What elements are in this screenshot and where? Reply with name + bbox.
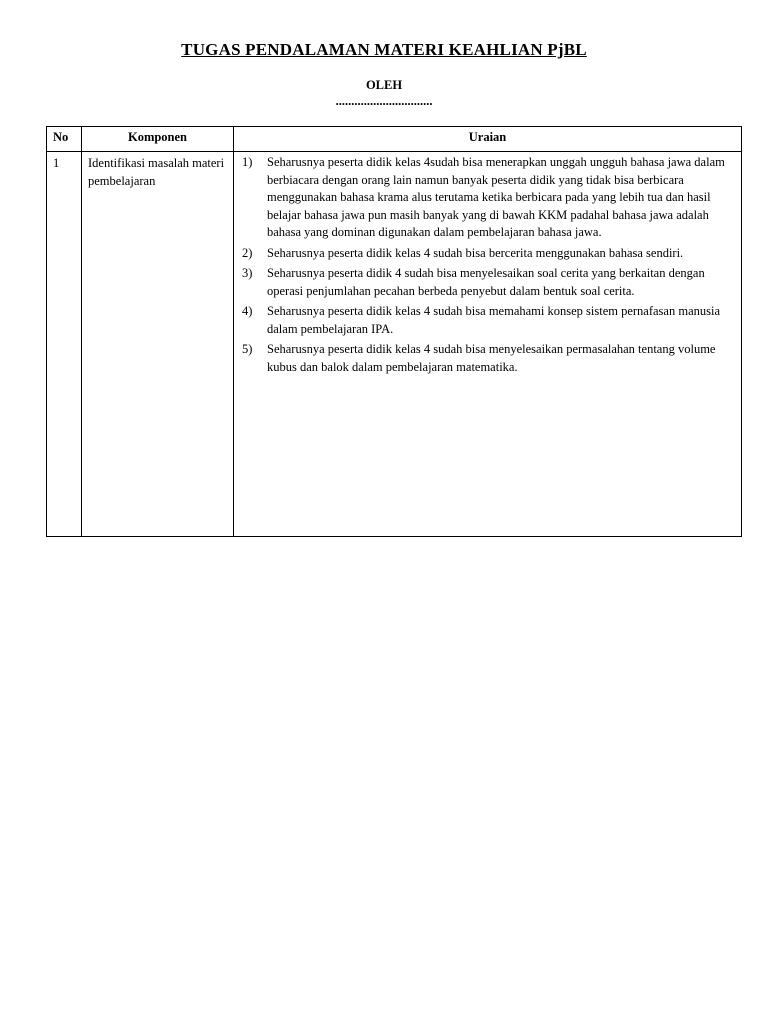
list-item: [242, 265, 739, 300]
list-item: [242, 154, 739, 242]
row-uraian: [234, 152, 742, 537]
list-item-text: Seharusnya peserta didik kelas 4 sudah bisa menyelesaikan permasalahan tentang volume kubus dan balok dalam pembelajaran matematika.: [267, 342, 716, 374]
table-header-row: [47, 127, 742, 152]
list-item-number: 3): [242, 266, 253, 280]
document-title: TUGAS PENDALAMAN MATERI KEAHLIAN PjBL: [181, 40, 587, 59]
list-item-number: 1): [242, 155, 253, 169]
list-item: [242, 245, 739, 263]
header-komponen: Komponen: [82, 127, 234, 152]
list-item-number: 2): [242, 245, 253, 260]
list-item-number: 4): [242, 304, 253, 318]
by-label: OLEH: [365, 78, 403, 92]
list-item-text: Seharusnya peserta didik kelas 4 sudah bisa bercerita menggunakan bahasa sendiri.: [267, 245, 684, 260]
row-komponen: Identifikasi masalah materi pembelajaran: [82, 152, 234, 537]
issue-list: [242, 154, 739, 376]
list-item-text: Seharusnya peserta didik kelas 4sudah bisa menerapkan unggah ungguh bahasa jawa dalam berbiacara dengan orang lain namun banyak peserta didik yang tidak bisa berbicara menggunakan bahasa krama alus terutama ketika berbicara pada yang lebih tua dan hasil belajar bahasa jawa pun masih banyak yang di bawah KKM padahal bahasa jawa adalah bahasa yang dominan digunakan dalam pembelajaran bahasa jawa.: [267, 155, 725, 239]
header-no: No: [47, 127, 82, 152]
assignment-table: [46, 126, 742, 537]
list-item-text: Seharusnya peserta didik kelas 4 sudah bisa memahami konsep sistem pernafasan manusia dalam pembelajaran IPA.: [267, 304, 721, 336]
list-item-number: 5): [242, 342, 253, 356]
list-item: [242, 341, 739, 376]
list-item: [242, 303, 739, 338]
author-placeholder: ...............................: [335, 94, 433, 108]
list-item-text: Seharusnya peserta didik 4 sudah bisa menyelesaikan soal cerita yang berkaitan dengan operasi penjumlahan pecahan berbeda penyebut dalam bentuk soal cerita.: [267, 266, 705, 298]
row-number: 1: [47, 152, 82, 537]
header-uraian: Uraian: [234, 127, 742, 152]
table-row: [47, 152, 742, 537]
